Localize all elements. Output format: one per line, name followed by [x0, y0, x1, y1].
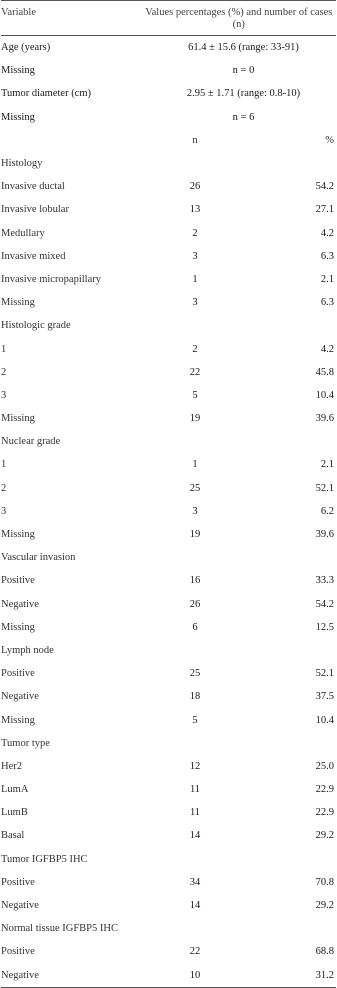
- summary-value: n = 6: [232, 111, 255, 123]
- row-percent: 54.2: [315, 181, 334, 193]
- table-row: [0, 569, 337, 592]
- summary-row: [0, 59, 337, 82]
- row-label: 1: [1, 343, 7, 355]
- table-row: [0, 940, 337, 963]
- summary-value: 61.4 ± 15.6 (range: 33-91): [188, 42, 299, 54]
- section-title: Tumor type: [1, 737, 50, 749]
- section-title: Vascular invasion: [1, 552, 76, 564]
- row-percent: 70.8: [315, 876, 334, 888]
- row-percent: 10.4: [315, 389, 334, 401]
- row-percent: 10.4: [315, 714, 334, 726]
- row-count: 26: [189, 598, 201, 610]
- row-count: 1: [192, 459, 198, 471]
- row-percent: 68.8: [315, 946, 334, 958]
- summary-label: Missing: [1, 111, 35, 123]
- row-percent: 39.6: [315, 529, 334, 541]
- row-percent: 31.2: [315, 969, 334, 981]
- section-title-row: [0, 917, 337, 940]
- row-label: Invasive mixed: [1, 250, 66, 262]
- row-count: 22: [189, 946, 201, 958]
- table-row: [0, 384, 337, 407]
- summary-row: [0, 106, 337, 129]
- section-title: Nuclear grade: [1, 436, 61, 448]
- summary-label: Age (years): [1, 42, 51, 54]
- section-title-row: [0, 848, 337, 871]
- row-count: 18: [189, 691, 201, 703]
- table-row: [0, 500, 337, 523]
- section-title-row: [0, 639, 337, 662]
- row-count: 13: [189, 204, 201, 216]
- table-row: [0, 222, 337, 245]
- row-label: Invasive ductal: [1, 181, 65, 193]
- table-row: [0, 801, 337, 824]
- count-column-header: [0, 129, 337, 152]
- row-count: 5: [192, 389, 198, 401]
- section-title-row: [0, 152, 337, 175]
- row-count: 5: [192, 714, 198, 726]
- table-row: [0, 361, 337, 384]
- table-row: [0, 175, 337, 198]
- section-title: Lymph node: [1, 644, 54, 656]
- header-values: Values percentages (%) and number of cases (n): [145, 7, 333, 30]
- row-label: Missing: [1, 714, 35, 726]
- row-percent: 29.2: [315, 830, 334, 842]
- row-percent: 2.1: [320, 273, 334, 285]
- row-percent: 29.2: [315, 900, 334, 912]
- row-percent: 4.2: [320, 343, 334, 355]
- row-percent: 54.2: [315, 598, 334, 610]
- row-label: Positive: [1, 946, 35, 958]
- table-row: [0, 245, 337, 268]
- table-row: [0, 477, 337, 500]
- row-count: 26: [189, 181, 201, 193]
- row-count: 14: [189, 900, 201, 912]
- row-label: Missing: [1, 297, 35, 309]
- row-label: 3: [1, 389, 7, 401]
- row-label: Invasive lobular: [1, 204, 69, 216]
- row-label: 1: [1, 459, 7, 471]
- section-title-row: [0, 546, 337, 569]
- row-percent: 52.1: [315, 668, 334, 680]
- row-count: 25: [189, 482, 201, 494]
- table-row: [0, 268, 337, 291]
- table-row: [0, 407, 337, 430]
- row-label: Missing: [1, 621, 35, 633]
- column-percent-label: %: [325, 134, 334, 146]
- row-percent: 45.8: [315, 366, 334, 378]
- row-label: LumA: [1, 784, 29, 796]
- section-title: Histology: [1, 158, 43, 170]
- summary-value: n = 0: [232, 65, 255, 77]
- table-row: [0, 616, 337, 639]
- row-count: 12: [189, 760, 201, 772]
- row-label: Medullary: [1, 227, 45, 239]
- row-label: Negative: [1, 691, 39, 703]
- section-title-row: [0, 314, 337, 337]
- section-title-row: [0, 430, 337, 453]
- row-percent: 33.3: [315, 575, 334, 587]
- row-percent: 37.5: [315, 691, 334, 703]
- summary-value: 2.95 ± 1.71 (range: 0.8-10): [186, 88, 301, 100]
- table-row: [0, 662, 337, 685]
- header-variable: Variable: [1, 7, 36, 18]
- row-count: 6: [192, 621, 198, 633]
- row-label: Positive: [1, 668, 35, 680]
- row-percent: 39.6: [315, 413, 334, 425]
- row-count: 22: [189, 366, 201, 378]
- sections-block: [0, 152, 337, 987]
- row-count: 10: [189, 969, 201, 981]
- row-percent: 6.2: [320, 505, 334, 517]
- row-count: 19: [189, 413, 201, 425]
- row-count: 11: [189, 807, 201, 819]
- row-count: 3: [192, 297, 198, 309]
- row-percent: 25.0: [315, 760, 334, 772]
- row-count: 14: [189, 830, 201, 842]
- row-label: Positive: [1, 876, 35, 888]
- table-row: [0, 708, 337, 731]
- row-label: 2: [1, 482, 7, 494]
- table-row: [0, 685, 337, 708]
- row-count: 11: [189, 784, 201, 796]
- row-label: Basal: [1, 830, 25, 842]
- table-header: [0, 1, 337, 35]
- row-percent: 12.5: [315, 621, 334, 633]
- table-row: [0, 453, 337, 476]
- row-count: 16: [189, 575, 201, 587]
- row-label: Her2: [1, 760, 22, 772]
- summary-label: Missing: [1, 65, 35, 77]
- table-row: [0, 291, 337, 314]
- row-percent: 22.9: [315, 807, 334, 819]
- row-percent: 22.9: [315, 784, 334, 796]
- row-count: 34: [189, 876, 201, 888]
- table-row: [0, 871, 337, 894]
- row-label: Negative: [1, 598, 39, 610]
- row-percent: 4.2: [320, 227, 334, 239]
- section-title-row: [0, 732, 337, 755]
- section-title: Normal tissue IGFBP5 IHC: [1, 923, 118, 935]
- row-count: 2: [192, 227, 198, 239]
- summary-row: [0, 36, 337, 59]
- row-count: 3: [192, 505, 198, 517]
- row-percent: 2.1: [320, 459, 334, 471]
- row-percent: 6.3: [320, 297, 334, 309]
- row-count: 19: [189, 529, 201, 541]
- summary-row: [0, 82, 337, 105]
- row-label: Invasive micropapillary: [1, 273, 102, 285]
- table-row: [0, 523, 337, 546]
- table-row: [0, 593, 337, 616]
- section-title: Tumor IGFBP5 IHC: [1, 853, 88, 865]
- row-count: 1: [192, 273, 198, 285]
- row-label: Negative: [1, 900, 39, 912]
- row-label: Missing: [1, 529, 35, 541]
- row-label: Negative: [1, 969, 39, 981]
- table-row: [0, 964, 337, 987]
- row-label: 3: [1, 505, 7, 517]
- row-count: 3: [192, 250, 198, 262]
- row-label: 2: [1, 366, 7, 378]
- row-label: Positive: [1, 575, 35, 587]
- table-row: [0, 778, 337, 801]
- row-label: LumB: [1, 807, 28, 819]
- row-count: 25: [189, 668, 201, 680]
- table-row: [0, 755, 337, 778]
- row-percent: 52.1: [315, 482, 334, 494]
- row-label: Missing: [1, 413, 35, 425]
- summary-block: [0, 36, 337, 129]
- table-row: [0, 824, 337, 847]
- section-title: Histologic grade: [1, 320, 71, 332]
- table-row: [0, 337, 337, 360]
- row-percent: 27.1: [315, 204, 334, 216]
- table-row: [0, 894, 337, 917]
- summary-label: Tumor diameter (cm): [1, 88, 92, 100]
- row-count: 2: [192, 343, 198, 355]
- table-row: [0, 198, 337, 221]
- row-percent: 6.3: [320, 250, 334, 262]
- column-n-label: n: [192, 134, 198, 146]
